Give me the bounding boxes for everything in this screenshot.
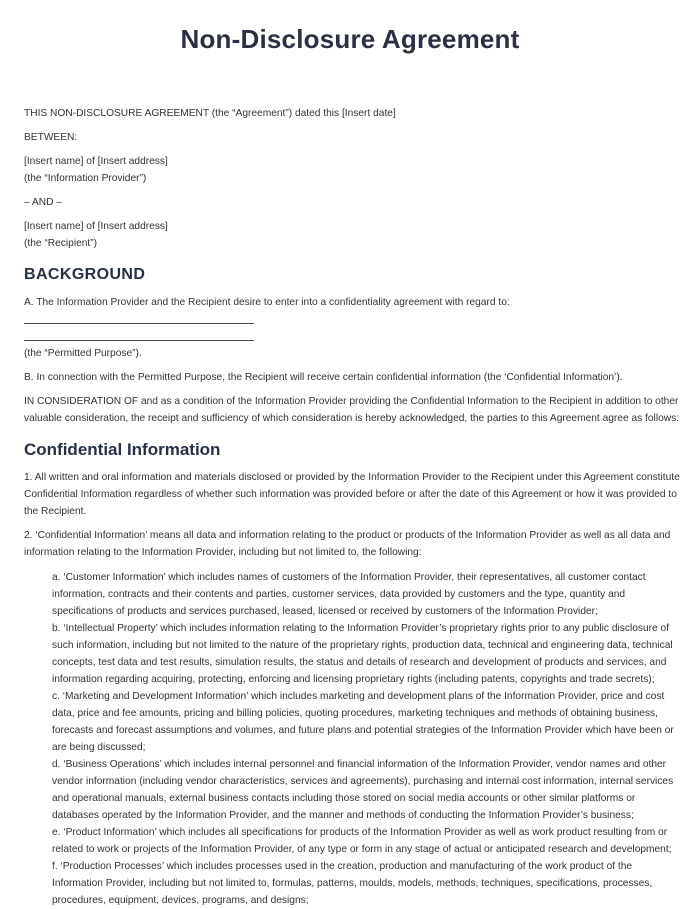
confidential-clause-2: 2. ‘Confidential Information’ means all data and information relating to the product or products of the Information Provider as well as all data and information relating to the Information Provider, including but not limited to, the following: bbox=[24, 530, 671, 558]
subclause-customer-information: a. ‘Customer Information’ which includes names of customers of the Information Provider, their representatives, all customer contact information, contracts and their contents and parties, customer services, data provided by customers and the type, quantity and specifications of products and services purchased, leased, licensed or received by customers of the Information Provider; bbox=[52, 572, 646, 617]
subclause-marketing-development: c. ‘Marketing and Development Information’ which includes marketing and development plans of the Information Provider, price and cost data, price and fee amounts, pricing and billing policies, quoting procedures, marketing techniques and methods of obtaining business, forecasts and forecast assumptions and volumes, and future plans and potential strategies of the Information Provider which have been or are being discussed; bbox=[52, 691, 674, 753]
background-clause-a: A. The Information Provider and the Recipient desire to enter into a confidentiality agreement with regard to: bbox=[24, 297, 510, 308]
subclause-production-processes: f. ‘Production Processes’ which includes processes used in the creation, production and manufacturing of the work product of the Information Provider, including but not limited to, formulas, patterns, moulds, models, methods, techniques, specifications, processes, procedures, equipment, devices, programs, and designs; bbox=[52, 861, 653, 906]
recipient-name-address: [Insert name] of [Insert address] bbox=[24, 221, 168, 232]
background-clause-b: B. In connection with the Permitted Purpose, the Recipient will receive certain confidential information (the ‘Confidential Information’). bbox=[24, 372, 623, 383]
recipient-label: (the “Recipient”) bbox=[24, 238, 98, 249]
between-label: BETWEEN: bbox=[24, 132, 78, 143]
blank-fill-line bbox=[24, 323, 254, 324]
consideration-paragraph: IN CONSIDERATION OF and as a condition of the Information Provider providing the Confidential Information to the Recipient in addition to other valuable consideration, the receipt and sufficiency of which consideration is hereby acknowledged, the parties to this Agreement agree as follows: bbox=[24, 396, 680, 424]
and-label: – AND – bbox=[24, 197, 62, 208]
subclause-business-operations: d. ‘Business Operations’ which includes internal personnel and financial information of the Information Provider, vendor names and other vendor information (including vendor characteristics, services and agreements), purchasing and internal cost information, internal services and operational manuals, external business contacts including those stored on social media accounts or other similar platforms or databases operated by the Information Provider, and the manner and methods of conducting the Information Provider’s business; bbox=[52, 759, 674, 821]
subclause-product-information: e. ‘Product Information’ which includes all specifications for products of the Information Provider as well as work product resulting from or related to work or projects of the Information Provider, of any type or form in any stage of actual or anticipated research and development; bbox=[52, 827, 672, 855]
subclause-intellectual-property: b. ‘Intellectual Property’ which includes information relating to the Information Provider’s proprietary rights prior to any public disclosure of such information, including but not limited to the nature of the proprietary rights, production data, technical and engineering data, technical concepts, test data and test results, simulation results, the status and details of research and development of products and services, and information regarding acquiring, protecting, enforcing and licensing proprietary rights (including patents, copyrights and trade secrets); bbox=[52, 623, 673, 685]
document-title: Non-Disclosure Agreement bbox=[180, 24, 520, 54]
provider-label: (the “Information Provider”) bbox=[24, 173, 147, 184]
background-heading: BACKGROUND bbox=[24, 266, 146, 283]
permitted-purpose-label: (the “Permitted Purpose”). bbox=[24, 348, 142, 359]
confidential-information-heading: Confidential Information bbox=[24, 440, 221, 459]
confidential-subclause-list bbox=[52, 569, 680, 909]
confidential-clause-1: 1. All written and oral information and materials disclosed or provided by the Information Provider to the Recipient under this Agreement constitute Confidential Information regardless of whether such information was provided before or after the date of this Agreement or how it was provided to the Recipient. bbox=[24, 472, 680, 517]
agreement-intro: THIS NON-DISCLOSURE AGREEMENT (the “Agreement”) dated this [Insert date] bbox=[24, 108, 396, 119]
provider-name-address: [Insert name] of [Insert address] bbox=[24, 156, 168, 167]
blank-fill-line bbox=[24, 340, 254, 341]
